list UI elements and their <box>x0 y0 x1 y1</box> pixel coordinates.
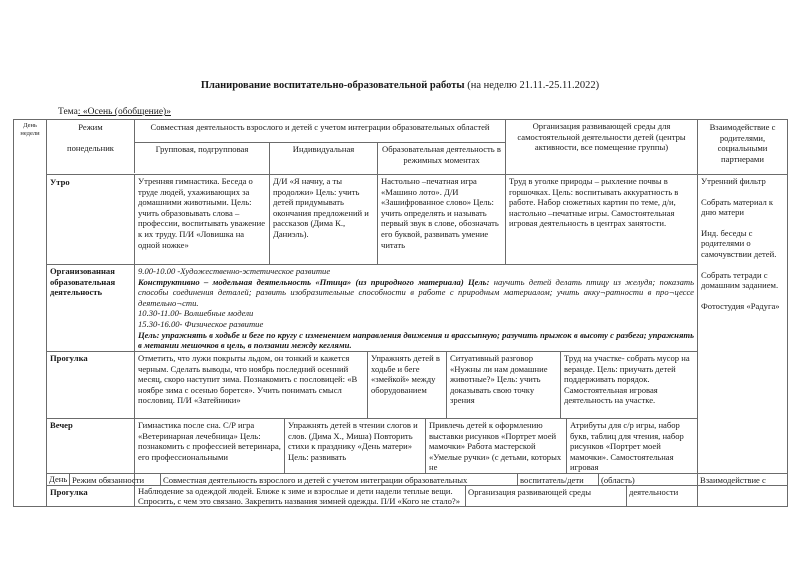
parents-item: Собрать материал к дню матери <box>701 196 774 218</box>
row-morning-group: Утренняя гимнастика. Беседа о труде людей, ухаживающих за домашними животными. Цель: учить образовывать слова –профессии, воспитывать уважение к их труду. П/И «Ловишка на одной ножке» <box>138 176 266 250</box>
header-regime: Режим <box>78 122 103 132</box>
organized-line-physical: 15.30-16.00- Физическое развитие <box>138 318 264 329</box>
header-weekday: понедельник <box>67 143 114 153</box>
row-evening-label: Вечер <box>50 420 73 430</box>
header-environment: Организация развивающей среды для самостоятельной деятельности детей (центры активности, все помещение группы) <box>517 121 686 153</box>
row-walk2-label: Прогулка <box>50 487 88 497</box>
row-evening-educational: Привлечь детей к оформлению выставки рисунков «Портрет моей мамочки» Работа мастерской «Умелые ручки» (с детьми, которых не <box>429 420 562 473</box>
overlay-parents: Взаимодействие с <box>700 475 766 485</box>
organized-goal: Цель: упражнять в ходьбе и беге по кругу с изменением направления движения и врассыпную; разучить прыжок в высоту с разбега; упражнять в метании мешочков в цель, в ползании между кеглями. <box>138 329 694 351</box>
parents-column <box>698 175 787 355</box>
table-border-top <box>13 119 788 120</box>
overlay-regime: Режим обязанности <box>72 475 145 485</box>
title-bold: Планирование воспитательно-образовательной работы <box>200 80 465 91</box>
organized-construct <box>138 277 694 309</box>
row-organized-content <box>135 265 697 351</box>
header-parents: Взаимодействие с родителями, социальными партнерами <box>709 122 776 164</box>
organized-line-art: 9.00-10.00 -Художественно-эстетическое развитие <box>138 266 331 276</box>
row-walk2-content: Наблюдение за одеждой людей. Ближе к зиме и взрослые и дети надели теплые вещи. Спросить, с чем это связано. Закрепить названия зимней одежды. П/И «Кого не стало?» <box>138 486 461 506</box>
row-morning-label: Утро <box>50 177 70 187</box>
organized-line-models: 10.30-11.00- Волшебные модели <box>138 308 254 319</box>
row-morning-educational: Настольно –печатная игра «Машино лото». Д/И «Зашифрованное слово» Цель: учить определять и называть первый звук в слове, обозначать его буквой, развивать умение читать <box>381 176 499 250</box>
header-joint-activity: Совместная деятельность взрослого и детей с учетом интеграции образовательных областей <box>150 122 490 132</box>
header-educational: Образовательная деятельность в режимных моментах <box>382 144 501 165</box>
row-organized-label: Организованная образовательная деятельность <box>50 266 116 298</box>
theme-value: : «Осень (обобщение)» <box>77 107 171 117</box>
table-border-bottom <box>13 506 788 507</box>
theme-label: Тема <box>58 107 78 117</box>
organized-construct-bold: Конструктивно – модельная деятельность «Птица» (из природного материала) Цель: <box>138 276 490 287</box>
overlay-joint-overlap: воспитатель/дети <box>520 475 584 485</box>
row-evening-environment: Атрибуты для с/р игры, набор букв, таблиц для чтения, набор рисунков «Портрет моей мамочки». Самостоятельная игровая <box>570 420 684 473</box>
table-border-left <box>13 119 14 507</box>
parents-item: Фотостудия «Радуга» <box>701 300 780 311</box>
overlay-environment: Организация развивающей среды <box>468 487 592 497</box>
parents-item: Инд. беседы с родителями о самочувствии детей. <box>701 227 777 259</box>
header-individual: Индивидуальная <box>292 144 355 154</box>
parents-item: Утренний фильтр <box>701 176 766 186</box>
overlay-env-overlap: деятельности <box>629 487 679 497</box>
row-walk-label: Прогулка <box>50 353 88 363</box>
overlay-area: (область) <box>601 475 635 485</box>
title-week: (на неделю 21.11.-25.11.2022) <box>464 80 600 91</box>
table-border-right <box>787 119 788 507</box>
row-walk-individual: Упражнять детей в ходьбе и беге «змейкой» между оборудованием <box>371 353 440 395</box>
parents-item: Собрать тетради с домашним заданием. <box>701 269 779 291</box>
row-evening-individual: Упражнять детей в чтении слогов и слов. (Дима Х., Миша) Повторить стихи к празднику «День матери» Цель: развивать <box>288 420 418 462</box>
theme-line <box>58 107 171 117</box>
row-walk-group: Отметить, что лужи покрыты льдом, он тонкий и кажется черным. Сделать выводы, что ноябрь последний осенний месяц, скоро наступит зима. Познакомить с пословицей: «В ноябре зима с осенью борется». Учить понимать смысл пословиц. П/И «Затейники» <box>138 353 358 406</box>
row-morning-individual: Д/И «Я начну, а ты продолжи» Цель: учить детей придумывать окончания предложений и рассказов (Дима К., Даниэль). <box>273 176 369 239</box>
document-title <box>0 80 800 91</box>
row-evening-group: Гимнастика после сна. С/Р игра «Ветеринарная лечебница» Цель: познакомить с профессией ветеринара, его профессиональными <box>138 420 281 462</box>
row-walk-environment: Труд на участке- собрать мусор на веранде. Цель: приучать детей поддерживать порядок. Самостоятельная игровая деятельность на участке. <box>564 353 690 406</box>
header-group: Групповая, подгрупповая <box>155 144 249 154</box>
row-walk-educational: Ситуативный разговор «Нужны ли нам домашние животные?» Цель: учить доказывать свою точку зрения <box>450 353 548 406</box>
row-morning-environment: Труд в уголке природы – рыхление почвы в горшочках. Цель: воспитывать аккуратность в работе. Набор сюжетных картин по теме, д/и, настольно –печатные игры. Самостоятельная игровая деятельность в центрах занятости. <box>509 176 679 229</box>
overlay-day: День <box>49 474 68 484</box>
organized-construct-rest: научить детей делать птицу из желудя; показать способы соединения деталей; развить изобразительные способности в работе с природным материалом; учить акку¬ратности в про¬цессе деятельно¬сти. <box>138 276 694 308</box>
overlay-joint: Совместная деятельность взрослого и детей с учетом интеграции образовательных <box>163 475 468 485</box>
header-day: День недели <box>20 122 40 137</box>
